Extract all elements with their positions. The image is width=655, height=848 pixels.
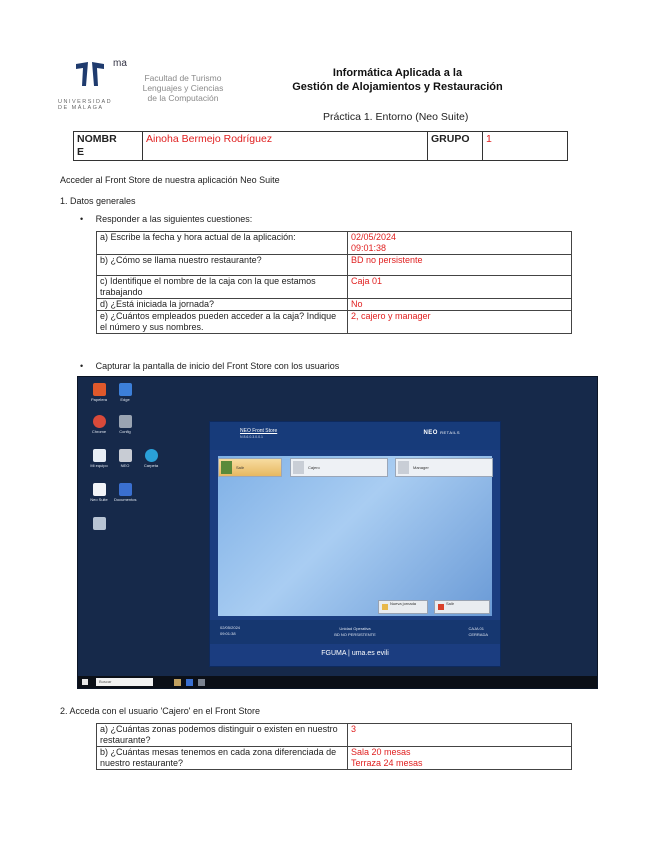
taskbar-app-icon[interactable] — [186, 679, 193, 686]
table-row: c) Identifique el nombre de la caja con la que estamos trabajando Caja 01 — [97, 276, 572, 299]
exit-tile-button[interactable]: Salir — [218, 458, 282, 477]
table-row: a) ¿Cuántas zonas podemos distinguir o existen en nuestro restaurante? 3 — [97, 724, 572, 747]
user-avatar-icon — [293, 461, 304, 474]
table-row: e) ¿Cuántos empleados pueden acceder a la caja? Indique el número y sus nombres. 2, cajero y manager — [97, 311, 572, 334]
desktop-icon: NEO — [114, 449, 136, 468]
recycle-bin-icon — [88, 517, 110, 531]
bullet-questions: • Responder a las siguientes cuestiones: — [80, 214, 253, 224]
university-logo-icon — [74, 60, 114, 88]
student-table — [73, 131, 568, 161]
user-tile-manager[interactable]: Manager — [395, 458, 493, 477]
group-value: 1 — [483, 132, 568, 161]
name-value: Ainoha Bermejo Rodríguez — [143, 132, 428, 161]
uma-logo-text: ma — [113, 58, 127, 69]
section2-heading: 2. Acceda con el usuario 'Cajero' en el Front Store — [60, 706, 261, 716]
desktop-icon: Edge — [114, 383, 136, 402]
desktop-icon: Documentos — [114, 483, 136, 502]
app-body — [218, 456, 492, 616]
app-footer: 02/05/2024 09:01:38 Unidad Operativa BD NO PERSISTENTE CAJA 01 CERRADA — [210, 620, 500, 644]
taskbar-app-icon[interactable] — [174, 679, 181, 686]
front-store-screenshot — [77, 376, 598, 689]
user-avatar-icon — [398, 461, 409, 474]
university-name: UNIVERSIDAD DE MÁLAGA — [58, 99, 113, 111]
start-icon[interactable] — [82, 679, 88, 685]
taskbar — [78, 676, 597, 688]
bullet-capture: • Capturar la pantalla de inicio del Front Store con los usuarios — [80, 361, 340, 371]
practice-subtitle: Práctica 1. Entorno (Neo Suite) — [323, 111, 469, 123]
neo-front-store-window — [209, 421, 501, 667]
app-header: NEO Front Store N 8.6.0.3.0.0.1 NEO RETAILS — [210, 422, 500, 450]
neo-retails-logo: NEO RETAILS — [423, 430, 460, 436]
table-row: d) ¿Está iniciada la jornada? No — [97, 299, 572, 311]
new-shift-button[interactable]: Nueva jornada — [378, 600, 428, 614]
section1-heading: 1. Datos generales — [60, 196, 136, 206]
section2-questions-table — [96, 723, 572, 770]
desktop-icon: Mi equipo — [88, 449, 110, 468]
desktop-icon: Papelera — [88, 383, 110, 402]
exit-button[interactable]: Salir — [434, 600, 490, 614]
faculty-name: Facultad de Turismo Lenguajes y Ciencias de la Computación — [142, 73, 224, 103]
desktop-icon: Config — [114, 415, 136, 434]
desktop-icon: Carpeta — [140, 449, 162, 468]
sponsor-logos: FGUMA | uma.es evili — [321, 650, 389, 657]
taskbar-app-icon[interactable] — [198, 679, 205, 686]
document-title: Informática Aplicada a la Gestión de Alojamientos y Restauración — [292, 67, 503, 93]
user-tile-cajero[interactable]: Cajero — [290, 458, 388, 477]
table-row: b) ¿Cuántas mesas tenemos en cada zona diferenciada de nuestro restaurante? Sala 20 mesas Terraza 24 mesas — [97, 747, 572, 770]
intro-text: Acceder al Front Store de nuestra aplicación Neo Suite — [60, 175, 280, 185]
group-label: GRUPO — [428, 132, 483, 161]
desktop-icon: Neo Suite — [88, 483, 110, 502]
desktop-icon: Chrome — [88, 415, 110, 434]
table-row: b) ¿Cómo se llama nuestro restaurante? BD no persistente — [97, 255, 572, 276]
name-label: NOMBR E — [74, 132, 143, 161]
section1-questions-table — [96, 231, 572, 334]
taskbar-search-input[interactable]: Buscar — [96, 678, 153, 686]
table-row: a) Escribe la fecha y hora actual de la aplicación: 02/05/2024 09:01:38 — [97, 232, 572, 255]
